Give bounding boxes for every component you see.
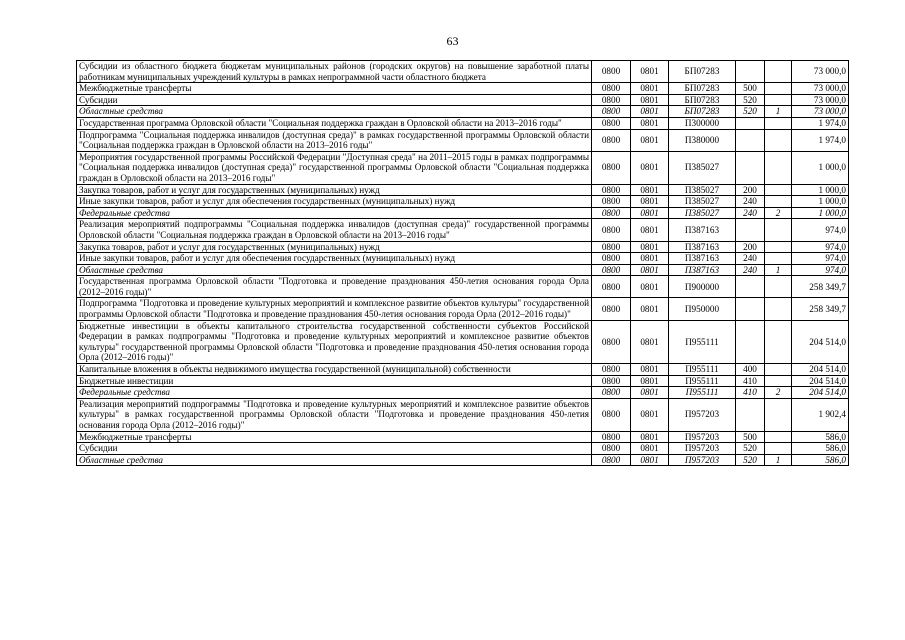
row-expense-type: 400 bbox=[736, 364, 765, 376]
row-description: Субсидии bbox=[77, 94, 592, 106]
row-description: Бюджетные инвестиции bbox=[77, 375, 592, 387]
row-section: 0800 bbox=[592, 387, 631, 399]
row-description: Государственная программа Орловской области "Подготовка и проведение празднования 450-летия основания города Орла (2012–2016 годы)" bbox=[77, 276, 592, 298]
row-funding-source: 1 bbox=[765, 264, 792, 276]
row-expense-type: 200 bbox=[736, 184, 765, 196]
row-expense-type bbox=[736, 298, 765, 320]
row-funding-source bbox=[765, 196, 792, 208]
row-amount: 1 000,0 bbox=[792, 184, 849, 196]
row-expense-type: 500 bbox=[736, 83, 765, 95]
row-expense-type bbox=[736, 61, 765, 83]
row-target-code: П387163 bbox=[669, 219, 736, 241]
table-row bbox=[77, 264, 849, 276]
row-amount: 586,0 bbox=[792, 454, 849, 466]
row-funding-source bbox=[765, 184, 792, 196]
row-amount: 586,0 bbox=[792, 443, 849, 455]
row-expense-type bbox=[736, 151, 765, 184]
row-funding-source bbox=[765, 117, 792, 129]
row-description: Закупка товаров, работ и услуг для государственных (муниципальных) нужд bbox=[77, 184, 592, 196]
row-funding-source: 2 bbox=[765, 387, 792, 399]
row-subsection: 0801 bbox=[631, 207, 669, 219]
row-section: 0800 bbox=[592, 196, 631, 208]
row-target-code: П900000 bbox=[669, 276, 736, 298]
row-subsection: 0801 bbox=[631, 106, 669, 118]
row-section: 0800 bbox=[592, 364, 631, 376]
row-amount: 258 349,7 bbox=[792, 298, 849, 320]
row-amount: 204 514,0 bbox=[792, 375, 849, 387]
row-funding-source bbox=[765, 443, 792, 455]
row-funding-source bbox=[765, 276, 792, 298]
row-expense-type bbox=[736, 219, 765, 241]
row-target-code: П385027 bbox=[669, 151, 736, 184]
row-section: 0800 bbox=[592, 431, 631, 443]
row-funding-source bbox=[765, 94, 792, 106]
row-expense-type bbox=[736, 129, 765, 151]
row-subsection: 0801 bbox=[631, 276, 669, 298]
row-funding-source bbox=[765, 151, 792, 184]
row-funding-source: 1 bbox=[765, 454, 792, 466]
row-description: Федеральные средства bbox=[77, 387, 592, 399]
table-row bbox=[77, 387, 849, 399]
row-description: Областные средства bbox=[77, 106, 592, 118]
row-funding-source bbox=[765, 320, 792, 363]
row-expense-type: 520 bbox=[736, 106, 765, 118]
table-row bbox=[77, 320, 849, 363]
row-target-code: П387163 bbox=[669, 253, 736, 265]
row-description: Областные средства bbox=[77, 454, 592, 466]
row-subsection: 0801 bbox=[631, 387, 669, 399]
row-expense-type: 240 bbox=[736, 207, 765, 219]
row-subsection: 0801 bbox=[631, 298, 669, 320]
row-description: Иные закупки товаров, работ и услуг для обеспечения государственных (муниципальных) нужд bbox=[77, 196, 592, 208]
row-section: 0800 bbox=[592, 219, 631, 241]
table-row bbox=[77, 375, 849, 387]
row-expense-type: 200 bbox=[736, 241, 765, 253]
row-funding-source bbox=[765, 253, 792, 265]
row-description: Бюджетные инвестиции в объекты капитального строительства государственной собственности субъектов Российской Федерации в рамках подпрограммы "Подготовка и проведение культурных мероприятий и комплексное развитие объектов культуры" государственной программы Орловской области "Подготовка и проведение празднования 450-летия основания города Орла (2012–2016 годы)" bbox=[77, 320, 592, 363]
row-expense-type: 500 bbox=[736, 431, 765, 443]
row-section: 0800 bbox=[592, 94, 631, 106]
row-subsection: 0801 bbox=[631, 61, 669, 83]
row-subsection: 0801 bbox=[631, 398, 669, 431]
row-expense-type: 520 bbox=[736, 94, 765, 106]
row-funding-source bbox=[765, 61, 792, 83]
row-amount: 204 514,0 bbox=[792, 387, 849, 399]
table-row bbox=[77, 129, 849, 151]
row-section: 0800 bbox=[592, 375, 631, 387]
row-subsection: 0801 bbox=[631, 431, 669, 443]
row-subsection: 0801 bbox=[631, 443, 669, 455]
table-row bbox=[77, 106, 849, 118]
row-section: 0800 bbox=[592, 443, 631, 455]
row-description: Областные средства bbox=[77, 264, 592, 276]
row-subsection: 0801 bbox=[631, 264, 669, 276]
row-target-code: П387163 bbox=[669, 264, 736, 276]
row-amount: 73 000,0 bbox=[792, 106, 849, 118]
row-section: 0800 bbox=[592, 398, 631, 431]
table-row bbox=[77, 117, 849, 129]
row-subsection: 0801 bbox=[631, 364, 669, 376]
row-section: 0800 bbox=[592, 184, 631, 196]
row-description: Реализация мероприятий подпрограммы "Социальная поддержка инвалидов (доступная среда)" государственной программы Орловской области "Социальная поддержка граждан в Орловской области на 2013–2016 годы" bbox=[77, 219, 592, 241]
row-subsection: 0801 bbox=[631, 184, 669, 196]
row-subsection: 0801 bbox=[631, 151, 669, 184]
row-funding-source bbox=[765, 219, 792, 241]
row-amount: 1 000,0 bbox=[792, 207, 849, 219]
row-funding-source bbox=[765, 398, 792, 431]
row-funding-source bbox=[765, 364, 792, 376]
row-amount: 974,0 bbox=[792, 253, 849, 265]
table-row bbox=[77, 398, 849, 431]
row-section: 0800 bbox=[592, 117, 631, 129]
row-target-code: П300000 bbox=[669, 117, 736, 129]
page-number: 63 bbox=[446, 34, 459, 48]
row-subsection: 0801 bbox=[631, 196, 669, 208]
row-target-code: БП07283 bbox=[669, 94, 736, 106]
row-target-code: П957203 bbox=[669, 431, 736, 443]
row-amount: 1 974,0 bbox=[792, 129, 849, 151]
row-amount: 1 902,4 bbox=[792, 398, 849, 431]
row-amount: 204 514,0 bbox=[792, 320, 849, 363]
row-description: Подпрограмма "Социальная поддержка инвалидов (доступная среда)" в рамках государственной программы Орловской области "Социальная поддержка граждан в Орловской области на 2013–2016 годы" bbox=[77, 129, 592, 151]
row-subsection: 0801 bbox=[631, 83, 669, 95]
row-target-code: П385027 bbox=[669, 207, 736, 219]
row-amount: 586,0 bbox=[792, 431, 849, 443]
row-section: 0800 bbox=[592, 151, 631, 184]
table-row bbox=[77, 431, 849, 443]
row-description: Межбюджетные трансферты bbox=[77, 83, 592, 95]
row-target-code: П955111 bbox=[669, 375, 736, 387]
row-description: Подпрограмма "Подготовка и проведение культурных мероприятий и комплексное развитие объектов культуры" государственной программы Орловской области "Подготовка и проведение празднования 450-летия основания города Орла (2012–2016 годы)" bbox=[77, 298, 592, 320]
budget-table bbox=[76, 60, 849, 466]
table-row bbox=[77, 298, 849, 320]
row-subsection: 0801 bbox=[631, 219, 669, 241]
table-row bbox=[77, 83, 849, 95]
row-target-code: П955111 bbox=[669, 320, 736, 363]
row-target-code: П950000 bbox=[669, 298, 736, 320]
row-amount: 974,0 bbox=[792, 241, 849, 253]
row-subsection: 0801 bbox=[631, 454, 669, 466]
row-target-code: П957203 bbox=[669, 454, 736, 466]
row-expense-type: 240 bbox=[736, 196, 765, 208]
table-row bbox=[77, 364, 849, 376]
row-section: 0800 bbox=[592, 320, 631, 363]
row-target-code: П957203 bbox=[669, 443, 736, 455]
row-description: Реализация мероприятий подпрограммы "Подготовка и проведение культурных мероприятий и комплексное развитие объектов культуры" в рамках государственной программы Орловской области "Подготовка и проведение празднования 450-летия основания города Орла (2012–2016 годы)" bbox=[77, 398, 592, 431]
table-row bbox=[77, 443, 849, 455]
row-subsection: 0801 bbox=[631, 129, 669, 151]
row-target-code: П380000 bbox=[669, 129, 736, 151]
row-amount: 974,0 bbox=[792, 264, 849, 276]
table-row bbox=[77, 253, 849, 265]
budget-table-body bbox=[77, 61, 849, 466]
row-target-code: БП07283 bbox=[669, 83, 736, 95]
row-expense-type: 240 bbox=[736, 264, 765, 276]
row-section: 0800 bbox=[592, 276, 631, 298]
row-funding-source bbox=[765, 129, 792, 151]
row-expense-type: 520 bbox=[736, 443, 765, 455]
table-row bbox=[77, 276, 849, 298]
row-funding-source: 2 bbox=[765, 207, 792, 219]
row-amount: 258 349,7 bbox=[792, 276, 849, 298]
row-expense-type: 520 bbox=[736, 454, 765, 466]
row-target-code: П387163 bbox=[669, 241, 736, 253]
row-amount: 1 000,0 bbox=[792, 196, 849, 208]
row-expense-type: 410 bbox=[736, 387, 765, 399]
row-expense-type bbox=[736, 398, 765, 431]
row-description: Федеральные средства bbox=[77, 207, 592, 219]
row-amount: 204 514,0 bbox=[792, 364, 849, 376]
row-funding-source bbox=[765, 431, 792, 443]
row-subsection: 0801 bbox=[631, 117, 669, 129]
row-expense-type bbox=[736, 320, 765, 363]
row-funding-source bbox=[765, 241, 792, 253]
table-row bbox=[77, 454, 849, 466]
table-row bbox=[77, 151, 849, 184]
table-row bbox=[77, 61, 849, 83]
row-target-code: П957203 bbox=[669, 398, 736, 431]
row-funding-source bbox=[765, 83, 792, 95]
row-subsection: 0801 bbox=[631, 320, 669, 363]
row-description: Капитальные вложения в объекты недвижимого имущества государственной (муниципальной) собственности bbox=[77, 364, 592, 376]
table-row bbox=[77, 94, 849, 106]
row-description: Иные закупки товаров, работ и услуг для обеспечения государственных (муниципальных) нужд bbox=[77, 253, 592, 265]
row-description: Закупка товаров, работ и услуг для государственных (муниципальных) нужд bbox=[77, 241, 592, 253]
row-description: Субсидии из областного бюджета бюджетам муниципальных районов (городских округов) на повышение заработной платы работникам муниципальных учреждений культуры в рамках непрограммной части областного бюджета bbox=[77, 61, 592, 83]
table-row bbox=[77, 241, 849, 253]
table-row bbox=[77, 207, 849, 219]
row-amount: 1 000,0 bbox=[792, 151, 849, 184]
row-target-code: П385027 bbox=[669, 196, 736, 208]
row-expense-type bbox=[736, 117, 765, 129]
row-target-code: П955111 bbox=[669, 364, 736, 376]
table-row bbox=[77, 196, 849, 208]
row-amount: 73 000,0 bbox=[792, 83, 849, 95]
row-target-code: П385027 bbox=[669, 184, 736, 196]
row-section: 0800 bbox=[592, 298, 631, 320]
row-funding-source bbox=[765, 298, 792, 320]
row-target-code: БП07283 bbox=[669, 61, 736, 83]
row-target-code: БП07283 bbox=[669, 106, 736, 118]
row-description: Субсидии bbox=[77, 443, 592, 455]
row-subsection: 0801 bbox=[631, 94, 669, 106]
row-section: 0800 bbox=[592, 61, 631, 83]
row-section: 0800 bbox=[592, 264, 631, 276]
row-section: 0800 bbox=[592, 106, 631, 118]
row-amount: 73 000,0 bbox=[792, 94, 849, 106]
row-expense-type bbox=[736, 276, 765, 298]
row-section: 0800 bbox=[592, 207, 631, 219]
row-expense-type: 240 bbox=[736, 253, 765, 265]
row-section: 0800 bbox=[592, 253, 631, 265]
row-section: 0800 bbox=[592, 129, 631, 151]
row-amount: 73 000,0 bbox=[792, 61, 849, 83]
row-target-code: П955111 bbox=[669, 387, 736, 399]
table-row bbox=[77, 184, 849, 196]
table-row bbox=[77, 219, 849, 241]
row-section: 0800 bbox=[592, 241, 631, 253]
row-subsection: 0801 bbox=[631, 241, 669, 253]
row-amount: 974,0 bbox=[792, 219, 849, 241]
row-section: 0800 bbox=[592, 454, 631, 466]
row-section: 0800 bbox=[592, 83, 631, 95]
row-amount: 1 974,0 bbox=[792, 117, 849, 129]
row-description: Государственная программа Орловской области "Социальная поддержка граждан в Орловской области на 2013–2016 годы" bbox=[77, 117, 592, 129]
row-funding-source bbox=[765, 375, 792, 387]
row-description: Межбюджетные трансферты bbox=[77, 431, 592, 443]
row-subsection: 0801 bbox=[631, 253, 669, 265]
row-funding-source: 1 bbox=[765, 106, 792, 118]
row-description: Мероприятия государственной программы Российской Федерации "Доступная среда" на 2011–2015 годы в рамках подпрограммы "Социальная поддержка инвалидов (доступная среда)" государственной программы Орловской области "Социальная поддержка граждан в Орловской области на 2013–2016 годы" bbox=[77, 151, 592, 184]
row-expense-type: 410 bbox=[736, 375, 765, 387]
row-subsection: 0801 bbox=[631, 375, 669, 387]
